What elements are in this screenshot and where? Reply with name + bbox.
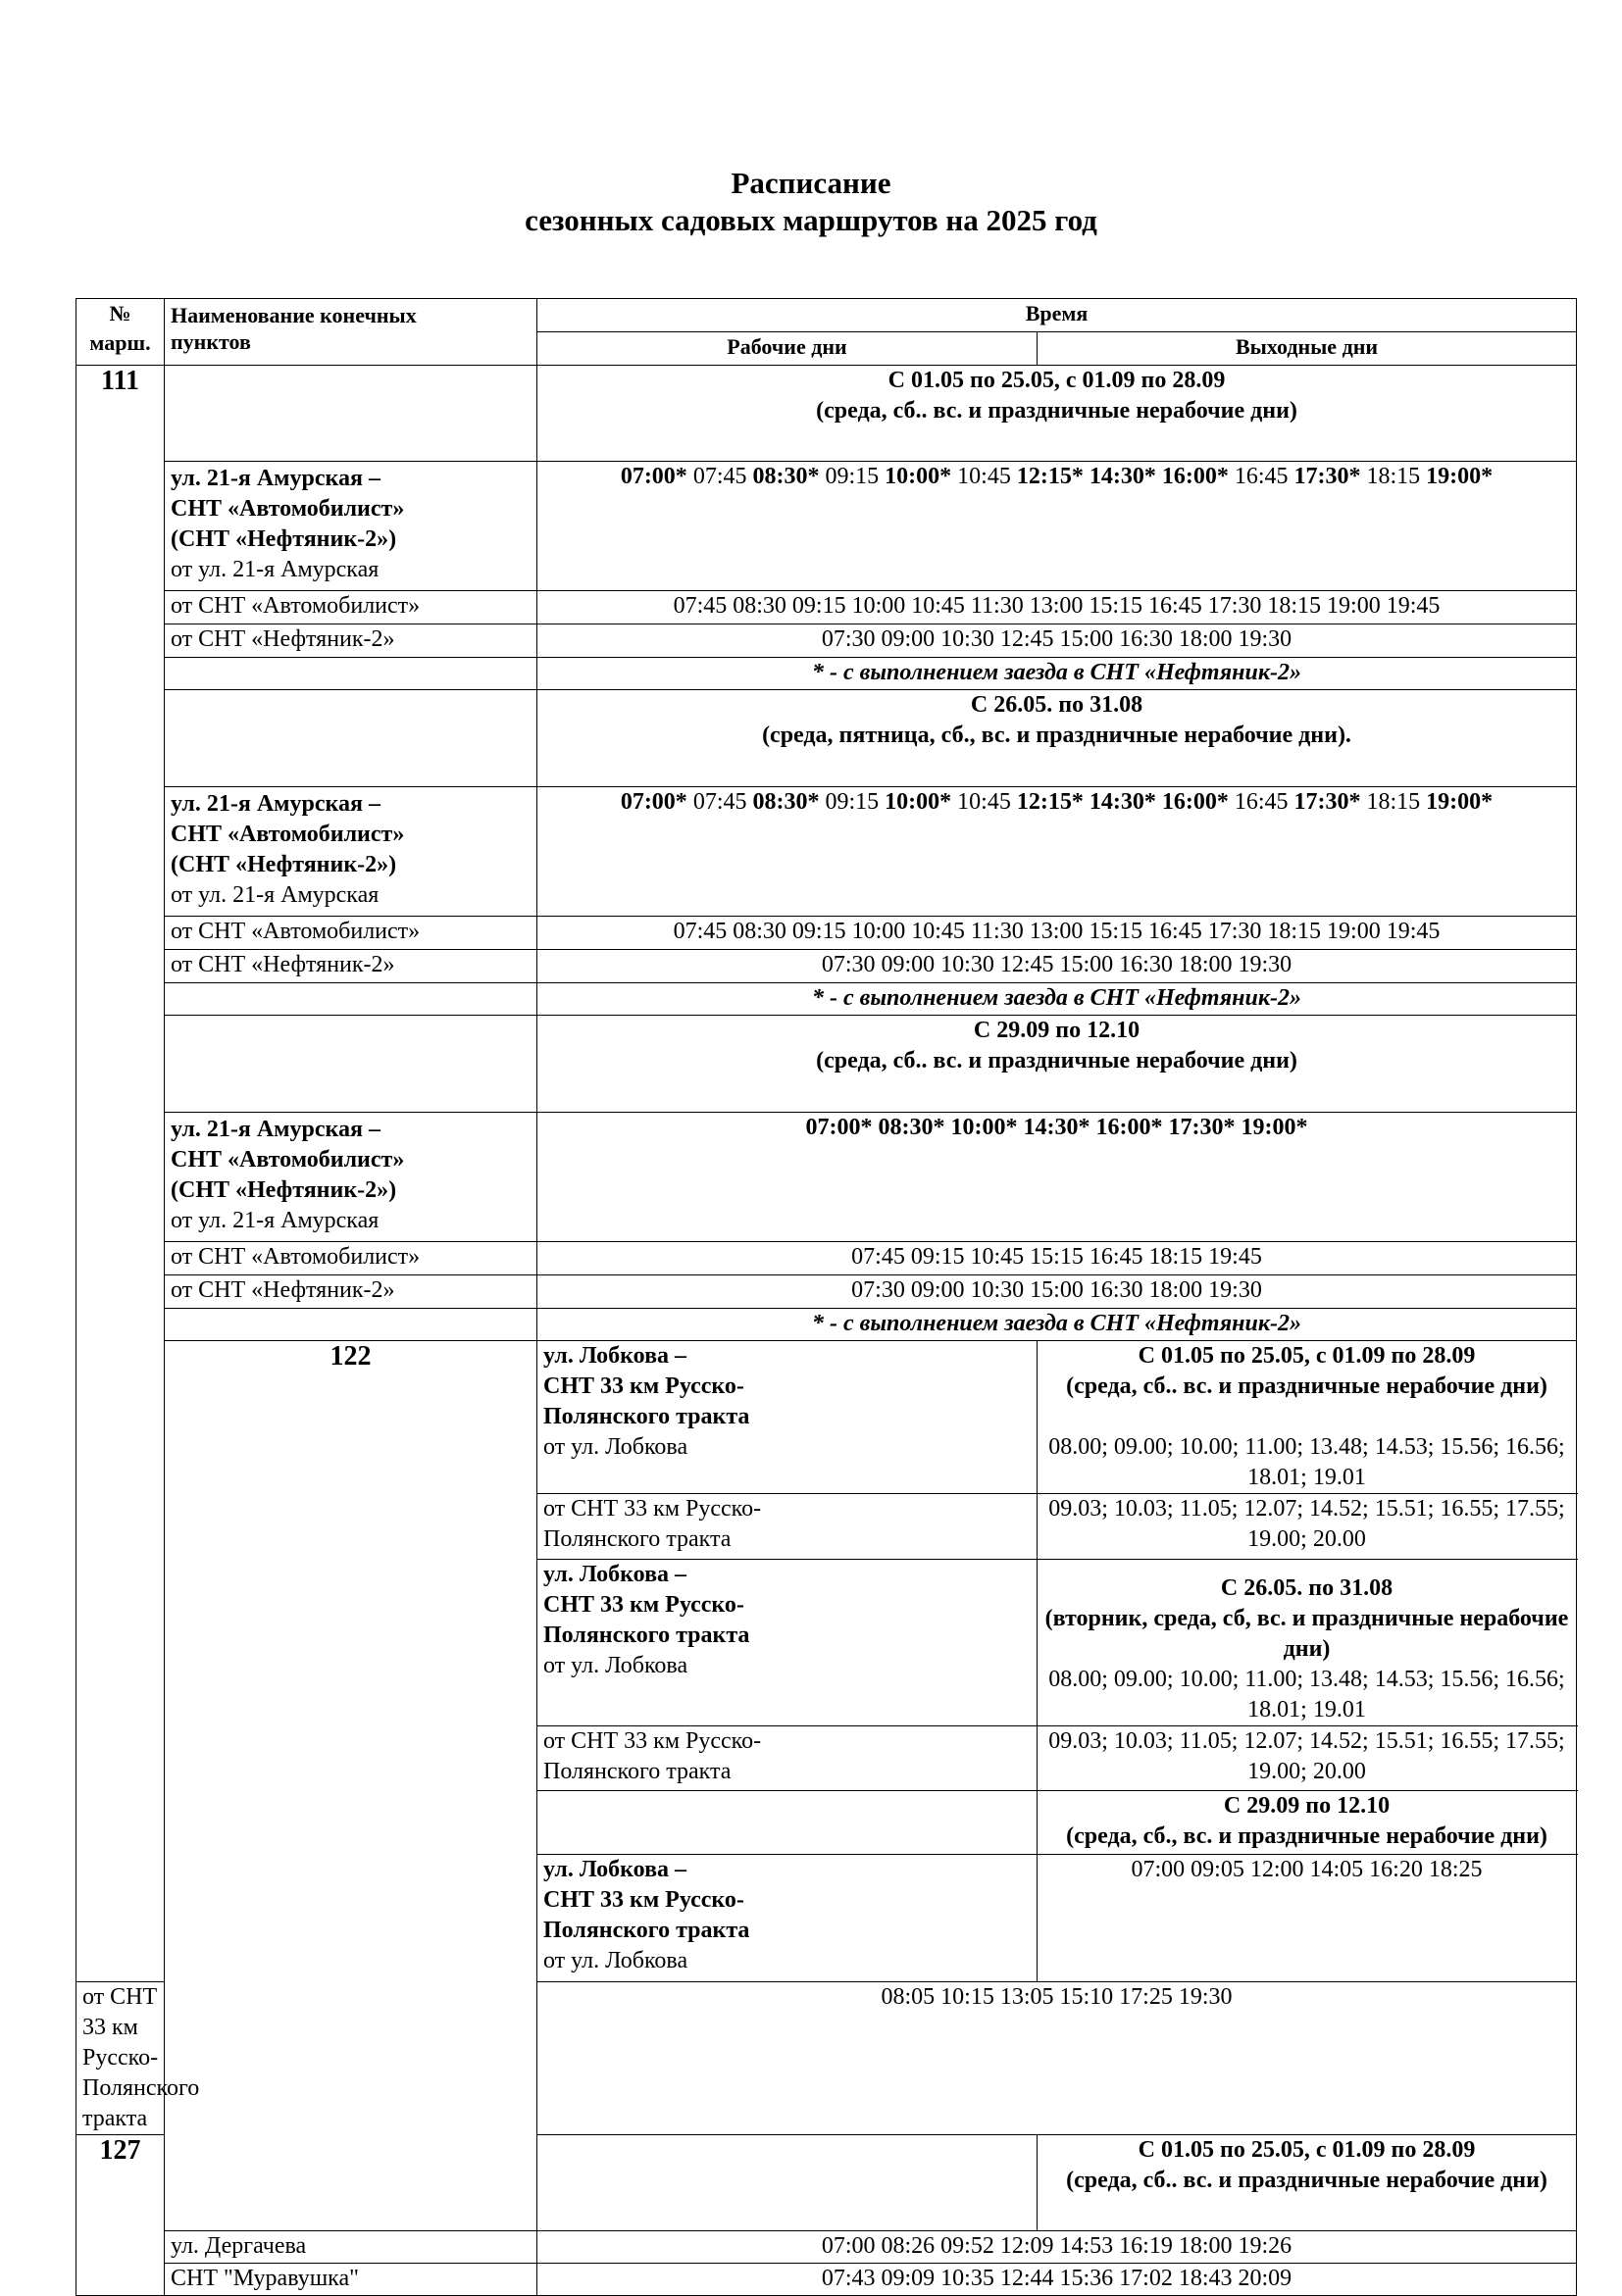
route-name-line: ул. 21-я Амурская – <box>171 466 380 491</box>
from-label: от СНТ «Нефтяник-2» <box>165 1275 537 1309</box>
period-days: (среда, сб.. вс. и праздничные нерабочие дни) <box>816 398 1297 424</box>
empty-cell <box>537 2135 1038 2231</box>
stop-name <box>165 1113 537 1242</box>
period-header <box>537 1016 1577 1113</box>
period-days: (среда, сб., вс. и праздничные нерабочие дни) <box>1066 1823 1547 1849</box>
header-route-number-line-1: № <box>109 301 131 325</box>
stop-name <box>537 1494 1038 1560</box>
time-starred: 08:30* <box>752 464 820 489</box>
table-row <box>76 1275 1577 1309</box>
header-route-number-line-2: марш. <box>89 330 151 355</box>
route-name-line: СНТ 33 км Русско- <box>543 1887 744 1913</box>
time-starred: 10:00* <box>885 464 952 489</box>
period-days: (среда, сб.. вс. и праздничные нерабочие дни) <box>1066 1373 1547 1399</box>
stop-name <box>165 462 537 591</box>
page-title <box>0 165 1622 239</box>
route-name-line: ул. Лобкова – <box>543 1562 687 1587</box>
departure-times <box>537 462 1577 591</box>
time-starred: 07:00* <box>620 464 687 489</box>
table-row <box>76 462 1577 591</box>
period-block <box>1038 1560 1577 1726</box>
from-label: от ул. 21-я Амурская <box>171 1208 380 1233</box>
period-header <box>1038 1791 1577 1855</box>
stop-name <box>537 1855 1038 1982</box>
header-row <box>76 299 1577 332</box>
from-label: от ул. 21-я Амурская <box>171 557 380 582</box>
from-label: от СНТ «Нефтяник-2» <box>165 950 537 983</box>
route-number-111: 111 <box>76 366 165 1982</box>
time-starred: 17:30* <box>1293 789 1361 815</box>
header-terminals-line-2: пунктов <box>171 329 251 354</box>
departure-times: 07:45 08:30 09:15 10:00 10:45 11:30 13:00 15:15 16:45 17:30 18:15 19:00 19:45 <box>537 591 1577 624</box>
period-days: (среда, сб.. вс. и праздничные нерабочие дни) <box>1066 2168 1547 2193</box>
from-label: Полянского тракта <box>543 1526 732 1552</box>
stop-name <box>76 1982 200 2135</box>
period-dates: С 01.05 по 25.05, с 01.09 по 28.09 <box>1138 1343 1476 1369</box>
route-name-line: Полянского тракта <box>543 1622 750 1648</box>
from-label: от СНТ «Автомобилист» <box>165 1242 537 1275</box>
from-label: от ул. Лобкова <box>543 1434 688 1460</box>
header-route-number <box>76 299 165 366</box>
departure-times: 07:30 09:00 10:30 15:00 16:30 18:00 19:30 <box>537 1275 1577 1309</box>
table-row <box>76 1341 1577 1494</box>
empty-cell <box>165 690 537 787</box>
footnote: * - с выполнением заезда в СНТ «Нефтяник-2» <box>537 658 1577 690</box>
empty-cell <box>165 366 537 462</box>
spacer <box>1043 1402 1570 1432</box>
period-days: (среда, пятница, сб., вс. и праздничные нерабочие дни). <box>762 723 1351 748</box>
route-name-line: ул. 21-я Амурская – <box>171 1117 380 1142</box>
title-line-2: сезонных садовых маршрутов на 2025 год <box>525 203 1097 237</box>
from-label: от ул. Лобкова <box>543 1948 688 1973</box>
table-row <box>76 787 1577 917</box>
period-dates: С 29.09 по 12.10 <box>973 1018 1140 1043</box>
route-name-line: ул. Лобкова – <box>543 1343 687 1369</box>
route-name-line: (СНТ «Нефтяник-2») <box>171 526 397 552</box>
departure-times: 07:00 09:05 12:00 14:05 16:20 18:25 <box>1038 1855 1577 1982</box>
time-plain: 07:45 <box>686 789 753 815</box>
period-dates: С 26.05. по 31.08 <box>970 692 1143 718</box>
table-row <box>76 2264 1577 2296</box>
time-starred: 12:15* <box>1016 789 1084 815</box>
route-name-line: (СНТ «Нефтяник-2») <box>171 1177 397 1203</box>
from-label: Полянского тракта <box>82 2075 200 2131</box>
table-row <box>76 690 1577 787</box>
departure-times: 08:05 10:15 13:05 15:10 17:25 19:30 <box>537 1982 1577 2135</box>
time-plain: 09:15 <box>819 464 886 489</box>
time-plain: 16:45 <box>1228 789 1294 815</box>
from-label: Полянского тракта <box>543 1759 732 1784</box>
period-dates: С 26.05. по 31.08 <box>1220 1575 1394 1601</box>
from-label: от СНТ «Автомобилист» <box>165 917 537 950</box>
header-workdays: Рабочие дни <box>537 332 1038 366</box>
from-label: от СНТ 33 км Русско- <box>543 1728 762 1754</box>
period-block <box>1038 1341 1577 1494</box>
departure-times: 07:30 09:00 10:30 12:45 15:00 16:30 18:00 19:30 <box>537 624 1577 658</box>
table-row <box>76 917 1577 950</box>
time-plain: 10:45 <box>951 789 1017 815</box>
time-starred: 14:30* <box>1089 464 1156 489</box>
departure-times: 09.03; 10.03; 11.05; 12.07; 14.52; 15.51; 16.55; 17.55; 19.00; 20.00 <box>1038 1494 1577 1560</box>
departure-times: 07:45 09:15 10:45 15:15 16:45 18:15 19:45 <box>537 1242 1577 1275</box>
stop-name <box>537 1560 1038 1726</box>
route-name-line: СНТ 33 км Русско- <box>543 1373 744 1399</box>
empty-cell <box>165 1309 537 1341</box>
period-header <box>537 690 1577 787</box>
route-name-line: (СНТ «Нефтяник-2») <box>171 852 397 877</box>
schedule-table <box>76 298 1577 2296</box>
empty-cell <box>165 1016 537 1113</box>
time-starred: 08:30* <box>752 789 820 815</box>
time-starred: 19:00* <box>1426 464 1494 489</box>
time-plain: 18:15 <box>1360 464 1427 489</box>
empty-cell <box>165 658 537 690</box>
time-plain: 07:45 <box>686 464 753 489</box>
departure-times: 07:00* 08:30* 10:00* 14:30* 16:00* 17:30* 19:00* <box>537 1113 1577 1242</box>
departure-times: 07:30 09:00 10:30 12:45 15:00 16:30 18:00 19:30 <box>537 950 1577 983</box>
from-label: от ул. Лобкова <box>543 1653 688 1678</box>
header-terminals-line-1: Наименование конечных <box>171 303 417 327</box>
table-row <box>76 658 1577 690</box>
time-starred: 10:00* <box>885 789 952 815</box>
footnote: * - с выполнением заезда в СНТ «Нефтяник-2» <box>537 1309 1577 1341</box>
empty-cell <box>537 1791 1038 1855</box>
period-dates: С 29.09 по 12.10 <box>1223 1793 1391 1819</box>
from-label: от СНТ «Нефтяник-2» <box>165 624 537 658</box>
route-name-line: СНТ «Автомобилист» <box>171 822 405 847</box>
period-days: (среда, сб.. вс. и праздничные нерабочие дни) <box>816 1048 1297 1073</box>
time-starred: 16:00* <box>1161 789 1229 815</box>
table-row <box>76 366 1577 462</box>
route-name-line: СНТ 33 км Русско- <box>543 1592 744 1618</box>
period-header <box>1038 2135 1577 2231</box>
period-days: (вторник, среда, сб, вс. и праздничные нерабочие дни) <box>1044 1606 1569 1662</box>
table-row <box>76 1016 1577 1113</box>
route-name-line: ул. Лобкова – <box>543 1857 687 1882</box>
route-name-line: Полянского тракта <box>543 1404 750 1429</box>
departure-times: 09.03; 10.03; 11.05; 12.07; 14.52; 15.51; 16.55; 17.55; 19.00; 20.00 <box>1038 1726 1577 1791</box>
route-name-line: СНТ «Автомобилист» <box>171 496 405 522</box>
table-row <box>76 1242 1577 1275</box>
from-label: от ул. 21-я Амурская <box>171 882 380 908</box>
time-plain: 10:45 <box>951 464 1017 489</box>
departure-times <box>537 787 1577 917</box>
stop-name: ул. Дергачева <box>165 2231 537 2264</box>
departure-times: 07:43 09:09 10:35 12:44 15:36 17:02 18:43 20:09 <box>537 2264 1577 2296</box>
time-plain: 16:45 <box>1228 464 1294 489</box>
stop-name: СНТ "Муравушка" <box>165 2264 537 2296</box>
from-label: от СНТ 33 км Русско- <box>82 1984 159 2071</box>
route-name-line: СНТ «Автомобилист» <box>171 1147 405 1173</box>
departure-times: 07:45 08:30 09:15 10:00 10:45 11:30 13:00 15:15 16:45 17:30 18:15 19:00 19:45 <box>537 917 1577 950</box>
route-name-line: ул. 21-я Амурская – <box>171 791 380 817</box>
route-number-127: 127 <box>76 2135 165 2296</box>
departure-times: 08.00; 09.00; 10.00; 11.00; 13.48; 14.53; 15.56; 16.56; 18.01; 19.01 <box>1048 1434 1565 1490</box>
from-label: от СНТ 33 км Русско- <box>543 1496 762 1522</box>
table-row <box>76 1113 1577 1242</box>
empty-cell <box>165 983 537 1016</box>
time-starred: 16:00* <box>1161 464 1229 489</box>
time-starred: 17:30* <box>1293 464 1361 489</box>
table-row <box>76 2231 1577 2264</box>
time-starred: 14:30* <box>1089 789 1156 815</box>
table-row <box>76 983 1577 1016</box>
footnote: * - с выполнением заезда в СНТ «Нефтяник-2» <box>537 983 1577 1016</box>
table-row <box>76 1309 1577 1341</box>
header-weekends: Выходные дни <box>1038 332 1577 366</box>
time-starred: 19:00* <box>1426 789 1494 815</box>
stop-name <box>537 1341 1038 1494</box>
time-starred: 12:15* <box>1016 464 1084 489</box>
route-name-line: Полянского тракта <box>543 1918 750 1943</box>
stop-name <box>165 787 537 917</box>
table-row <box>76 950 1577 983</box>
departure-times: 07:00 08:26 09:52 12:09 14:53 16:19 18:00 19:26 <box>537 2231 1577 2264</box>
time-starred: 07:00* <box>620 789 687 815</box>
period-dates: С 01.05 по 25.05, с 01.09 по 28.09 <box>1138 2137 1476 2163</box>
stop-name <box>537 1726 1038 1791</box>
header-terminals <box>165 299 537 366</box>
table-row <box>76 624 1577 658</box>
from-label: от СНТ «Автомобилист» <box>165 591 537 624</box>
time-plain: 18:15 <box>1360 789 1427 815</box>
route-number-122: 122 <box>165 1341 537 2231</box>
period-dates: С 01.05 по 25.05, с 01.09 по 28.09 <box>887 368 1226 393</box>
title-line-1: Расписание <box>731 166 891 200</box>
header-time: Время <box>537 299 1577 332</box>
period-header <box>537 366 1577 462</box>
time-plain: 09:15 <box>819 789 886 815</box>
departure-times: 08.00; 09.00; 10.00; 11.00; 13.48; 14.53; 15.56; 16.56; 18.01; 19.01 <box>1048 1667 1565 1722</box>
table-row <box>76 591 1577 624</box>
